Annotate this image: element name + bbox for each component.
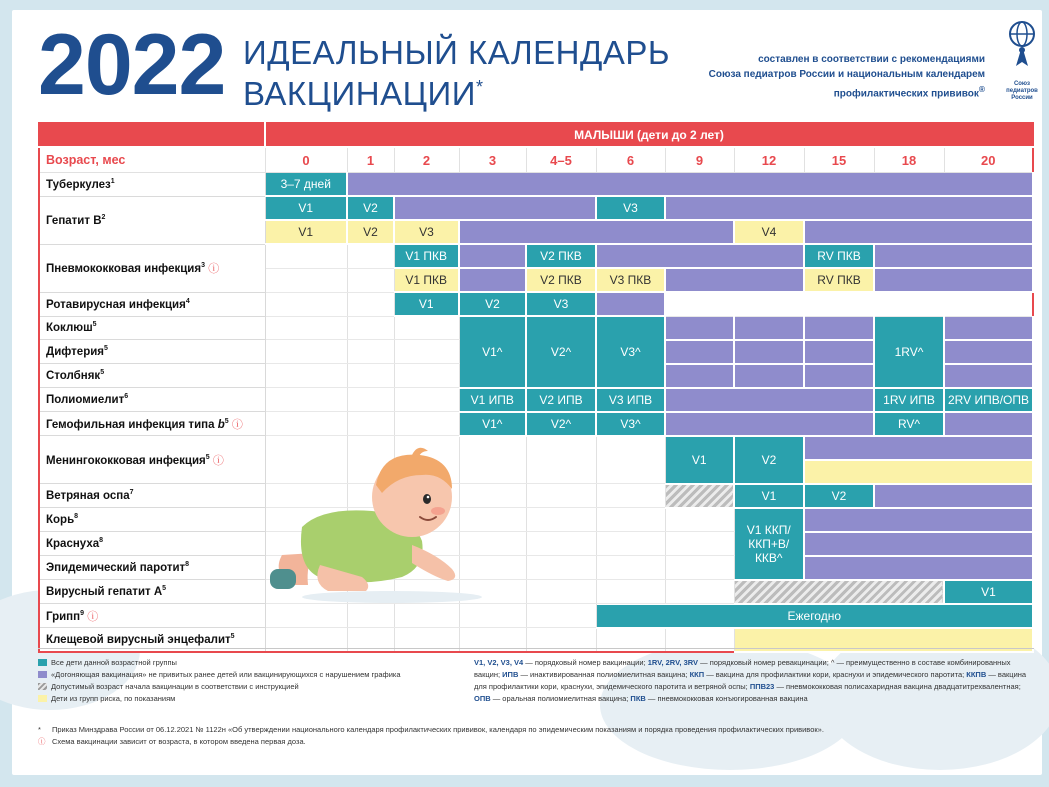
cell-risk-group: V1 (265, 220, 347, 244)
cell-risk-group: V2 ПКВ (526, 268, 596, 292)
cell-all-children: RV^ (874, 412, 944, 436)
abbrev-term: ПКВ (630, 694, 646, 703)
row-hib (39, 412, 1033, 436)
info-icon: ⓘ (38, 737, 46, 746)
footnote-decree (38, 724, 1034, 736)
row-influenza (39, 604, 1033, 628)
row-label-text: Грипп (46, 610, 81, 623)
age-group-banner: МАЛЫШИ (дети до 2 лет) (265, 123, 1033, 147)
page-title-asterisk: * (475, 77, 484, 97)
row-label-text: Корь (46, 513, 75, 526)
abbreviations (474, 657, 1034, 705)
banner-row (39, 123, 1033, 147)
legend-text: Допустимый возраст начала вакцинации в соответствии с инструкцией (51, 682, 299, 691)
footnote-number: 5 (100, 369, 105, 377)
cell-risk-group: V3 (394, 220, 459, 244)
cell-empty (394, 364, 459, 388)
cell-catch-up (804, 364, 874, 388)
age-header: 0 (265, 147, 347, 173)
cell-catch-up (874, 484, 1033, 508)
logo-line2: педиатров (1006, 88, 1038, 94)
legend (38, 648, 1034, 703)
row-label-rotavirus (39, 292, 265, 316)
cell-empty (347, 340, 394, 364)
footnote-number: 4 (185, 297, 190, 305)
row-label-influenza (39, 604, 265, 628)
cell-catch-up (459, 220, 734, 244)
row-pertussis (39, 316, 1033, 340)
page-title-line2 (243, 70, 670, 111)
cell-allowed-start (665, 484, 734, 508)
age-header: 4–5 (526, 147, 596, 173)
row-label-hib (39, 412, 265, 436)
cell-all-children: 3–7 дней (265, 173, 347, 197)
row-label-text: Туберкулез (46, 178, 111, 191)
cell-all-children: 1RV ИПВ (874, 388, 944, 412)
cell-empty (665, 556, 734, 580)
row-label-text: Краснуха (46, 537, 100, 550)
cell-all-children: V2^ (526, 316, 596, 388)
cell-empty (347, 364, 394, 388)
credits-mark: ® (978, 84, 985, 94)
footnote-number: 7 (129, 489, 134, 497)
cell-empty (394, 412, 459, 436)
cell-empty (347, 292, 394, 316)
row-label-text: Столбняк (46, 369, 101, 382)
row-label-hepatitis-a (39, 580, 265, 604)
cell-catch-up (804, 556, 1033, 580)
credits-line3-text: профилактических прививок (833, 88, 979, 100)
row-label-hepatitis-b (39, 196, 265, 244)
cell-catch-up (804, 220, 1033, 244)
footnote-number: 8 (74, 513, 79, 521)
row-label-text: Ветряная оспа (46, 489, 130, 502)
cell-catch-up (804, 340, 874, 364)
age-header-row (39, 147, 1033, 173)
cell-all-children: V1^ (459, 412, 526, 436)
cell-all-children: 2RV ИПВ/ОПВ (944, 388, 1033, 412)
age-header: 3 (459, 147, 526, 173)
footnote-number: 5 (224, 417, 229, 425)
cell-empty (347, 244, 394, 268)
cell-catch-up (804, 508, 1033, 532)
credits-line3 (685, 82, 985, 101)
cell-empty (394, 388, 459, 412)
row-label-polio (39, 388, 265, 412)
cell-all-children: V2 (804, 484, 874, 508)
footnote-number: 3 (201, 262, 205, 270)
row-label-pneumococcal (39, 244, 265, 292)
row-label-rubella (39, 532, 265, 556)
row-rubella (39, 532, 1033, 556)
cell-empty (665, 532, 734, 556)
logo-line3: России (1011, 95, 1033, 101)
age-header: 9 (665, 147, 734, 173)
cell-all-children: V1 ИПВ (459, 388, 526, 412)
page-title-line2-text: ВАКЦИНАЦИИ (243, 75, 476, 112)
abbrev-desc: — оральная полиомиелитная вакцина; (490, 694, 631, 703)
footnote-text: Приказ Минздрава России от 06.12.2021 № 1122н «Об утверждении национального календаря профилактических прививок, календаря по эпидемическим показаниям и порядка проведения профилактических прививок». (52, 725, 824, 734)
info-icon: ⓘ (212, 454, 224, 467)
row-label-tuberculosis (39, 173, 265, 197)
cell-all-children: V2^ (526, 412, 596, 436)
abbrev-term: ППВ23 (749, 682, 775, 691)
cell-catch-up (804, 316, 874, 340)
cell-all-children: V3 ИПВ (596, 388, 665, 412)
credits (685, 52, 985, 101)
cell-all-children: V3^ (596, 412, 665, 436)
abbrev-term: 1RV, 2RV, 3RV (647, 658, 699, 667)
age-header: 15 (804, 147, 874, 173)
abbrev-term: ККП (689, 670, 705, 679)
row-label-text: Клещевой вирусный энцефалит (46, 633, 231, 646)
cell-empty (347, 268, 394, 292)
footnotes (38, 724, 1034, 748)
cell-empty (394, 340, 459, 364)
footnote-number: 1 (110, 177, 115, 185)
credits-line2: Союза педиатров России и национальным календарем (708, 69, 985, 80)
row-label-pertussis (39, 316, 265, 340)
legend-text: «Догоняющая вакцинация» не привитых ранее детей или вакцинирующихся с нарушением графика (51, 670, 401, 679)
footnote-number: 5 (205, 453, 210, 461)
cell-catch-up (665, 316, 734, 340)
cell-all-children: V3 (596, 196, 665, 220)
legend-swatch (38, 671, 47, 678)
cell-empty (596, 532, 665, 556)
cell-empty (347, 388, 394, 412)
info-icon: ⓘ (87, 610, 99, 623)
cell-catch-up (944, 412, 1033, 436)
row-polio (39, 388, 1033, 412)
cell-catch-up (596, 244, 804, 268)
cell-all-children: V1^ (459, 316, 526, 388)
row-meningococcal (39, 436, 1033, 460)
logo-line1: Союз (1013, 81, 1031, 87)
banner-pad (39, 123, 265, 147)
row-label-text: Вирусный гепатит А (46, 585, 163, 598)
row-hepatitis-a (39, 580, 1033, 604)
page-title-year: 2022 (38, 17, 226, 113)
cell-all-children: Ежегодно (596, 604, 1033, 628)
row-label-text: Менингококковая инфекция (46, 454, 206, 467)
cell-empty (665, 580, 734, 604)
cell-empty (526, 604, 596, 628)
age-header: 2 (394, 147, 459, 173)
row-label-text: Коклюш (46, 322, 93, 335)
row-label-measles (39, 508, 265, 532)
cell-empty (265, 244, 347, 268)
footnote-number: 2 (101, 213, 106, 221)
abbrev-desc: — порядковый номер вакцинации; (523, 658, 648, 667)
cell-all-children: V1 (394, 292, 459, 316)
cell-catch-up (734, 340, 804, 364)
cell-catch-up (665, 268, 804, 292)
cell-empty (665, 292, 1033, 316)
cell-risk-group (804, 460, 1033, 484)
row-label-b: b (217, 418, 225, 431)
cell-empty (665, 508, 734, 532)
abbrev-desc: — порядковый номер ревакцинации; ^ — преимущественно в составе комбинированных вакцин; (474, 658, 1011, 679)
legend-list (38, 657, 448, 705)
row-label-text: Ротавирусная инфекция (46, 298, 186, 311)
footnote-number: 5 (104, 345, 108, 353)
cell-all-children: 1RV^ (874, 316, 944, 388)
cell-empty (596, 484, 665, 508)
cell-catch-up (944, 316, 1033, 340)
cell-all-children: V1 (734, 484, 804, 508)
cell-empty (347, 316, 394, 340)
cell-risk-group: V1 ПКВ (394, 268, 459, 292)
cell-catch-up (665, 412, 874, 436)
cell-all-children: V3^ (596, 316, 665, 388)
row-label-text: Эпидемический паротит (46, 561, 186, 574)
abbrev-desc: — инактивированная полиомиелитная вакцина; (518, 670, 690, 679)
cell-catch-up (944, 340, 1033, 364)
cell-catch-up (804, 532, 1033, 556)
cell-catch-up (394, 196, 596, 220)
cell-catch-up (459, 268, 526, 292)
cell-risk-group: RV ПКВ (804, 268, 874, 292)
age-header: 12 (734, 147, 804, 173)
info-icon: ⓘ (231, 418, 243, 431)
legend-item-all-children (38, 657, 448, 668)
cell-empty (265, 340, 347, 364)
age-header: 20 (944, 147, 1033, 173)
cell-empty (265, 316, 347, 340)
cell-all-children: V1 (265, 196, 347, 220)
row-label-tetanus (39, 364, 265, 388)
globe-figure-icon (1002, 20, 1042, 76)
cell-empty (394, 604, 459, 628)
cell-empty (347, 604, 394, 628)
cell-risk-group: V2 (347, 220, 394, 244)
row-label-text: Гемофильная инфекция типа (46, 418, 218, 431)
cell-all-children: V2 (459, 292, 526, 316)
cell-catch-up (874, 268, 1033, 292)
row-label-mumps (39, 556, 265, 580)
row-hepatitis-b (39, 196, 1033, 220)
cell-empty (265, 388, 347, 412)
cell-empty (526, 580, 596, 604)
cell-all-children: V2 (734, 436, 804, 484)
legend-swatch (38, 659, 47, 666)
cell-empty (526, 556, 596, 580)
row-label-text: Полиомиелит (46, 393, 125, 406)
footnote-number: 5 (230, 632, 235, 640)
cell-catch-up (734, 316, 804, 340)
cell-all-children: V2 (347, 196, 394, 220)
cell-empty (265, 292, 347, 316)
legend-text: Все дети данной возрастной группы (51, 658, 177, 667)
abbrev-desc: — вакцина для профилактики кори, краснухи и эпидемического паротита; (704, 670, 967, 679)
cell-catch-up (944, 364, 1033, 388)
footnote-number: 6 (124, 393, 129, 401)
cell-catch-up (665, 196, 1033, 220)
abbrev-term: V1, V2, V3, V4 (474, 658, 524, 667)
cell-all-children: V1 ККП/ККП+В/ККВ^ (734, 508, 804, 580)
row-varicella (39, 484, 1033, 508)
cell-risk-group: V3 ПКВ (596, 268, 665, 292)
cell-catch-up (804, 436, 1033, 460)
abbrev-term: ИПВ (502, 670, 519, 679)
abbrev-desc: — вакцина для профилактики кори, краснухи, эпидемического паротита и ветряной оспы; (474, 670, 1027, 691)
cell-empty (459, 604, 526, 628)
cell-empty (596, 436, 665, 484)
footnote-scheme (38, 736, 1034, 748)
abbrev-term: ККПВ (966, 670, 987, 679)
cell-all-children: V2 ИПВ (526, 388, 596, 412)
cell-catch-up (665, 388, 874, 412)
age-label: Возраст, мес (39, 147, 265, 173)
cell-catch-up (874, 244, 1033, 268)
cell-empty (526, 484, 596, 508)
cell-empty (526, 508, 596, 532)
cell-all-children: V3 (526, 292, 596, 316)
cell-empty (596, 508, 665, 532)
row-pneumococcal (39, 244, 1033, 268)
legend-item-risk-groups (38, 693, 448, 704)
abbrev-term: ОПВ (474, 694, 491, 703)
abbrev-desc: — пневмококковая полисахаридная вакцина двадцатитрехвалентная; (774, 682, 1021, 691)
legend-swatch (38, 683, 47, 690)
cell-empty (526, 436, 596, 484)
cell-empty (265, 268, 347, 292)
row-label-text: Дифтерия (46, 345, 105, 358)
cell-empty (394, 316, 459, 340)
vaccination-schedule-table (38, 122, 1034, 653)
page-title-line1: ИДЕАЛЬНЫЙ КАЛЕНДАРЬ (243, 34, 671, 71)
cell-empty (596, 556, 665, 580)
abbrev-desc: — пневмококковая конъюгированная вакцина (645, 694, 808, 703)
row-mumps (39, 556, 1033, 580)
footnote-number: 8 (185, 561, 190, 569)
row-label-varicella (39, 484, 265, 508)
age-header: 6 (596, 147, 665, 173)
legend-text: Дети из групп риска, по показаниям (51, 694, 176, 703)
footnote-number: 8 (99, 537, 104, 545)
cell-catch-up (347, 173, 1033, 197)
cell-empty (265, 412, 347, 436)
cell-empty (265, 364, 347, 388)
cell-catch-up (596, 292, 665, 316)
cell-allowed-start (734, 580, 944, 604)
info-icon: ⓘ (208, 263, 220, 275)
cell-all-children: V2 ПКВ (526, 244, 596, 268)
crawling-baby-illustration (262, 445, 482, 605)
cell-catch-up (734, 364, 804, 388)
credits-line1: составлен в соответствии с рекомендациями (758, 54, 985, 65)
row-label-meningococcal (39, 436, 265, 484)
cell-all-children: V1 (944, 580, 1033, 604)
cell-all-children: RV ПКВ (804, 244, 874, 268)
cell-all-children: V1 ПКВ (394, 244, 459, 268)
age-header: 18 (874, 147, 944, 173)
footnote-text: Схема вакцинации зависит от возраста, в котором введена первая доза. (52, 737, 306, 746)
cell-catch-up (665, 364, 734, 388)
row-label-diphtheria (39, 340, 265, 364)
row-label-text: Пневмококковая инфекция (46, 263, 202, 275)
age-header: 1 (347, 147, 394, 173)
footnote-number: 9 (80, 609, 84, 617)
pediatricians-union-logo (1000, 20, 1044, 102)
page-title (243, 36, 670, 111)
row-tuberculosis (39, 173, 1033, 197)
cell-empty (526, 532, 596, 556)
legend-item-catch-up (38, 669, 448, 680)
cell-empty (347, 412, 394, 436)
row-measles (39, 508, 1033, 532)
cell-empty (596, 580, 665, 604)
legend-item-allowed-start (38, 681, 448, 692)
cell-catch-up (459, 244, 526, 268)
cell-catch-up (665, 340, 734, 364)
cell-empty (265, 604, 347, 628)
asterisk-mark: * (38, 725, 41, 734)
legend-swatch (38, 695, 47, 702)
footnote-number: 5 (162, 585, 167, 593)
row-rotavirus (39, 292, 1033, 316)
cell-risk-group: V4 (734, 220, 804, 244)
row-label-text: Гепатит В (46, 214, 102, 227)
footnote-number: 5 (92, 321, 97, 329)
cell-all-children: V1 (665, 436, 734, 484)
